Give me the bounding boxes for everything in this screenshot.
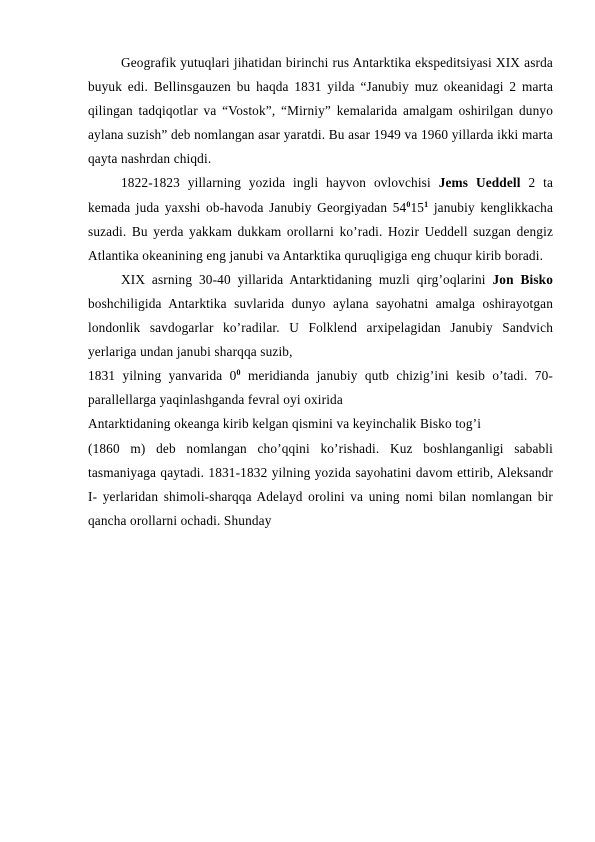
paragraph-first-expedition: Geografik yutuqlari jihatidan birinchi rus Antarktika ekspeditsiyasi XIX asrda buyuk edi. Bellinsgauzen bu haqda 1831 yilda “Janubiy muz okeanidagi 2 marta qilingan tadqiqotlar va “Vostok”, “Mirniy” kemalarida amalgam oshirilgan dunyo aylana suzish” deb nomlangan asar yaratdi. Bu asar 1949 va 1960 yillarda ikki marta qayta nashrdan chiqdi.	[88, 55, 553, 167]
paragraph-biscoe	[88, 268, 553, 364]
paragraph-weddell	[88, 171, 553, 267]
degree-superscript: 0	[406, 199, 411, 209]
person-name-biscoe: Jon Bisko	[492, 271, 553, 287]
document-page	[88, 51, 553, 533]
minute-superscript: 1	[424, 199, 429, 209]
paragraph-text: boshchiligida Antarktika suvlarida dunyo aylana sayohatni amalga oshirayotgan londonlik savdogarlar ko’radilar. U Folklend arxipelagidan Janubiy Sandvich yerlariga undan janubi sharqqa suzib,	[88, 295, 553, 360]
paragraph-text: 15	[410, 199, 425, 215]
person-name-weddell: Jems Ueddell	[438, 175, 521, 191]
paragraph-meridian	[88, 364, 553, 412]
paragraph-text: janubiy kenglikkacha suzadi. Bu yerda yakkam dukkam orollarni ko’radi. Hozir Ueddell suzgan dengiz Atlantika okeanining eng janubi va Antarktika quruqligiga eng chuqur kirib boradi.	[88, 199, 554, 263]
paragraph-text: 1822-1823 yillarning yozida ingli hayvon ovlovchisi	[121, 175, 439, 191]
degree-superscript: 0	[236, 368, 241, 378]
paragraph-text: 2 ta kemada juda yaxshi ob-havoda Janubiy Georgiyadan 54	[88, 175, 553, 215]
paragraph-text: XIX asrning 30-40 yillarida Antarktidaning muzli qirg’oqlarini	[121, 271, 493, 287]
paragraph-text: meridianda janubiy qutb chizig’ini kesib o’tadi. 70- parallellarga yaqinlashganda fevral oyi oxirida	[88, 368, 553, 408]
paragraph-biscoe-mountain: Antarktidaning okeanga kirib kelgan qismini va keyinchalik Bisko tog’i	[88, 416, 482, 432]
paragraph-return: (1860 m) deb nomlangan cho’qqini ko’rishadi. Kuz boshlanganligi sababli tasmaniyaga qaytadi. 1831-1832 yilning yozida sayohatini davom ettirib, Aleksandr I- yerlaridan shimoli-sharqqa Adelayd orolini va uning nomi bilan nomlangan bir qancha orollarni ochadi. Shunday	[88, 440, 553, 528]
paragraph-text: 1831 yilning yanvarida 0	[88, 368, 237, 384]
